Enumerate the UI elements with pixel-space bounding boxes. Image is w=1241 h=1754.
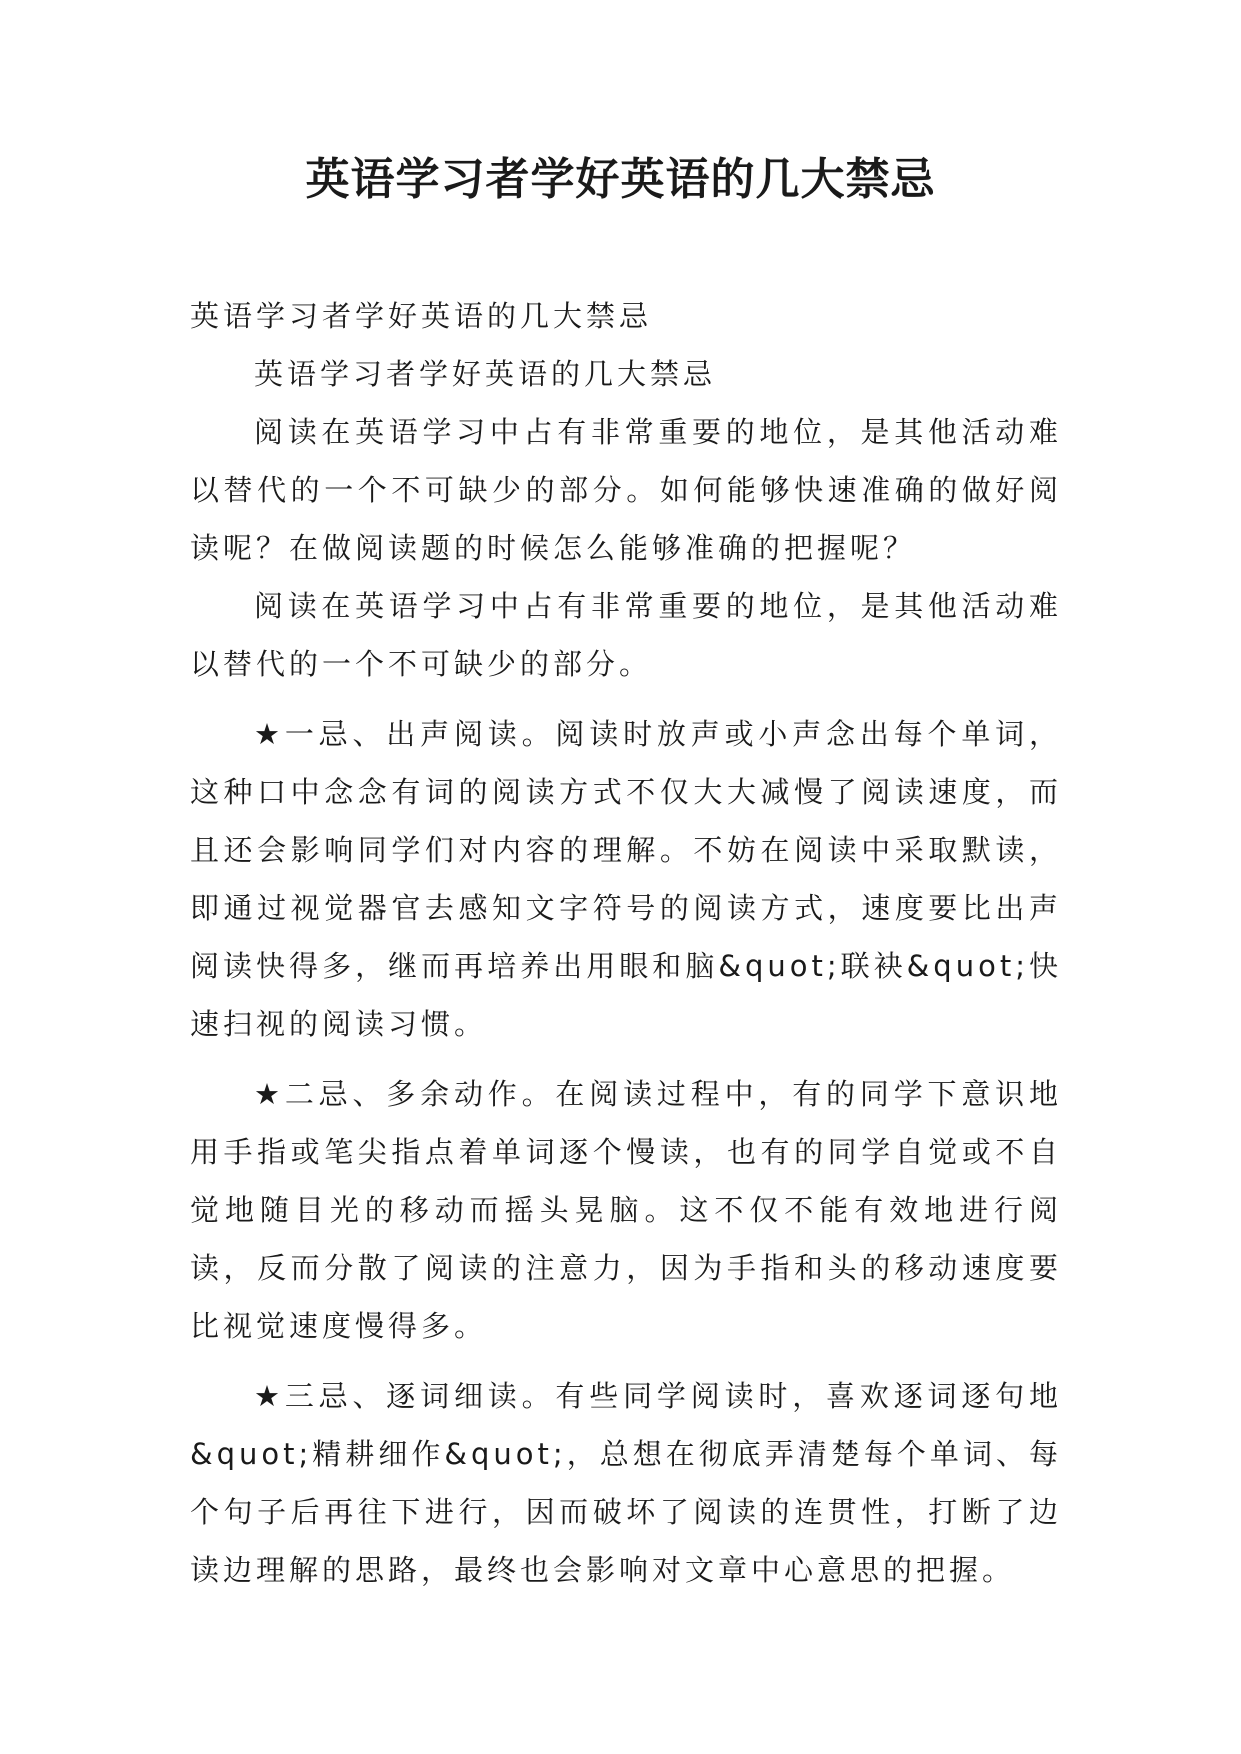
document-title: 英语学习者学好英语的几大禁忌 (305, 154, 936, 205)
paragraph-intro: 阅读在英语学习中占有非常重要的地位，是其他活动难以替代的一个不可缺少的部分。如何能够快速准确的做好阅读呢？在做阅读题的时候怎么能够准确的把握呢？ (190, 415, 1062, 565)
paragraph-taboo-1: ★一忌、出声阅读。阅读时放声或小声念出每个单词，这种口中念念有词的阅读方式不仅大大减慢了阅读速度，而且还会影响同学们对内容的理解。不妨在阅读中采取默读，即通过视觉器官去感知文字符号的阅读方式，速度要比出声阅读快得多，继而再培养出用眼和脑&quot;联袂&quot;快速扫视的阅读习惯。 (190, 717, 1062, 1041)
paragraph-taboo-2: ★二忌、多余动作。在阅读过程中，有的同学下意识地用手指或笔尖指点着单词逐个慢读，也有的同学自觉或不自觉地随目光的移动而摇头晃脑。这不仅不能有效地进行阅读，反而分散了阅读的注意力，因为手指和头的移动速度要比视觉速度慢得多。 (190, 1077, 1062, 1343)
paragraph-intro-repeat: 阅读在英语学习中占有非常重要的地位，是其他活动难以替代的一个不可缺少的部分。 (190, 589, 1062, 681)
paragraph-taboo-3: ★三忌、逐词细读。有些同学阅读时，喜欢逐词逐句地&quot;精耕细作&quot;，总想在彻底弄清楚每个单词、每个句子后再往下进行，因而破坏了阅读的连贯性，打断了边读边理解的思路，最终也会影响对文章中心意思的把握。 (190, 1379, 1062, 1587)
document-body (190, 287, 1062, 1599)
paragraph-subheading: 英语学习者学好英语的几大禁忌 (254, 357, 717, 391)
paragraph-heading: 英语学习者学好英语的几大禁忌 (190, 299, 653, 333)
